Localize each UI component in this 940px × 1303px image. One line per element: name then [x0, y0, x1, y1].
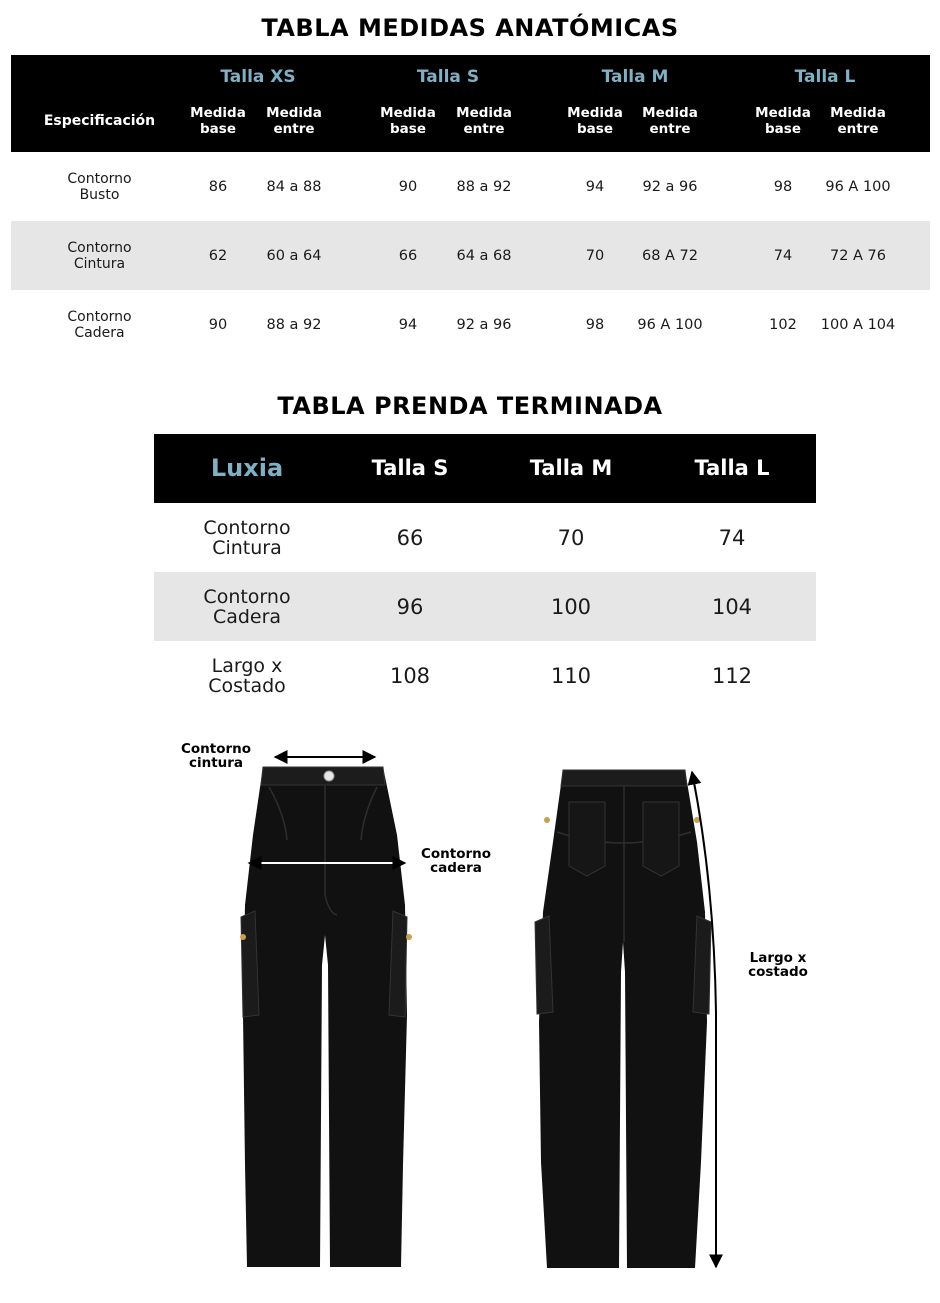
- row-label: Contorno Cadera: [203, 585, 291, 628]
- table-row: [11, 152, 930, 221]
- row-label: Contorno Cintura: [67, 239, 132, 272]
- row-label: Contorno Cintura: [203, 516, 291, 559]
- length-label: Largo x costado: [748, 950, 808, 980]
- sub-header-base: Medida base: [190, 105, 246, 137]
- table-cell: 66: [396, 525, 424, 550]
- sub-header-range: Medida entre: [266, 105, 322, 137]
- table-cell: 68 A 72: [641, 247, 699, 264]
- sub-header-base: Medida base: [755, 105, 811, 137]
- table-cell: 90: [398, 178, 418, 195]
- table-cell: 70: [585, 247, 605, 264]
- size-header-s: Talla S: [371, 456, 449, 480]
- table-cell: 92 a 96: [456, 316, 512, 333]
- table-row: [154, 641, 816, 710]
- table-cell: 98: [585, 316, 605, 333]
- table-row: [154, 572, 816, 641]
- table-cell: 108: [389, 663, 431, 688]
- sub-header-base: Medida base: [380, 105, 436, 137]
- garment-table-title: TABLA PRENDA TERMINADA: [277, 392, 663, 420]
- table-cell: 98: [773, 178, 793, 195]
- size-header-xs: Talla XS: [220, 67, 296, 87]
- row-label: Contorno Cadera: [67, 308, 132, 341]
- sub-header-base: Medida base: [567, 105, 623, 137]
- table-cell: 96 A 100: [637, 316, 703, 333]
- sub-header-range: Medida entre: [830, 105, 886, 137]
- table-cell: 94: [398, 316, 418, 333]
- table-cell: 74: [773, 247, 793, 264]
- size-header-m: Talla M: [601, 67, 669, 87]
- size-header-s: Talla S: [416, 67, 480, 87]
- table-cell: 110: [550, 663, 592, 688]
- table-row: [11, 290, 930, 359]
- table-cell: 100: [550, 594, 592, 619]
- table-row: [154, 503, 816, 572]
- spec-header: Especificación: [43, 113, 156, 129]
- table-cell: 92 a 96: [642, 178, 698, 195]
- anatomic-table-header: [11, 55, 930, 152]
- sub-header-range: Medida entre: [456, 105, 512, 137]
- anatomic-measures-table: [11, 55, 930, 359]
- table-cell: 96: [396, 594, 424, 619]
- sub-header-range: Medida entre: [642, 105, 698, 137]
- table-cell: 96 A 100: [825, 178, 891, 195]
- table-cell: 62: [208, 247, 228, 264]
- button-icon: [324, 771, 334, 781]
- waist-label: Contorno cintura: [180, 741, 252, 771]
- table-cell: 90: [208, 316, 228, 333]
- brand-name: Luxia: [210, 454, 284, 482]
- table-cell: 88 a 92: [266, 316, 322, 333]
- hip-label: Contorno cadera: [420, 846, 492, 876]
- row-label: Contorno Busto: [67, 170, 132, 203]
- table-cell: 100 A 104: [820, 316, 896, 333]
- table-cell: 102: [769, 316, 797, 333]
- garment-measures-table: [154, 434, 816, 710]
- table-cell: 60 a 64: [266, 247, 322, 264]
- table-cell: 84 a 88: [266, 178, 322, 195]
- size-header-l: Talla L: [694, 456, 770, 480]
- table-cell: 104: [711, 594, 753, 619]
- table-cell: 86: [208, 178, 228, 195]
- table-cell: 66: [398, 247, 418, 264]
- row-label: Largo x Costado: [208, 654, 286, 697]
- table-cell: 64 a 68: [456, 247, 512, 264]
- anatomic-table-title: TABLA MEDIDAS ANATÓMICAS: [261, 14, 679, 42]
- size-header-l: Talla L: [794, 67, 856, 87]
- table-cell: 112: [711, 663, 753, 688]
- length-arrow: [680, 762, 730, 1274]
- table-cell: 70: [557, 525, 585, 550]
- size-header-m: Talla M: [529, 456, 613, 480]
- table-cell: 72 A 76: [829, 247, 887, 264]
- table-cell: 74: [718, 525, 746, 550]
- garment-table-header: [154, 434, 816, 503]
- table-row: [11, 221, 930, 290]
- table-cell: 94: [585, 178, 605, 195]
- table-cell: 88 a 92: [456, 178, 512, 195]
- pants-front-illustration: [225, 745, 425, 1275]
